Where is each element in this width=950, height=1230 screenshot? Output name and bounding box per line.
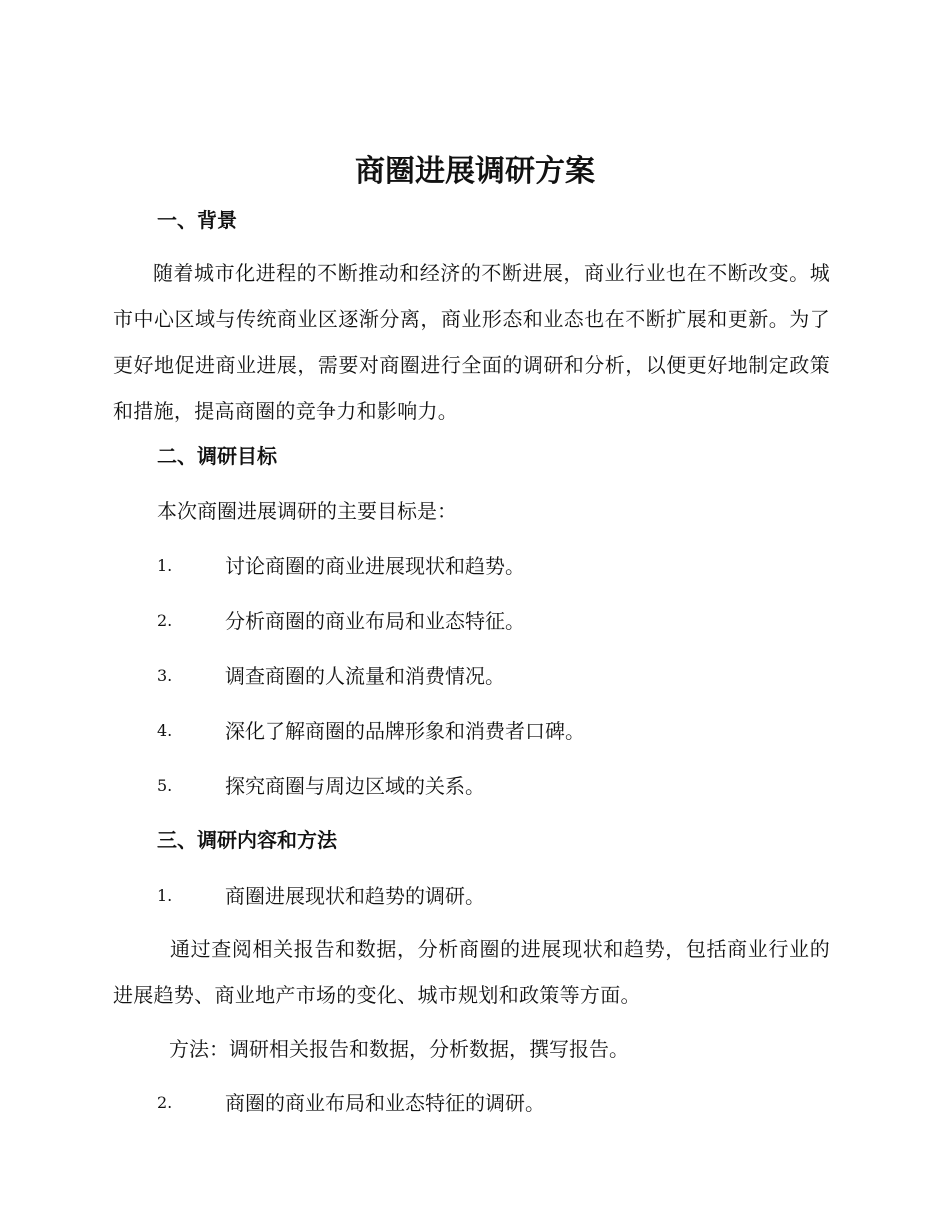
list-text: 探究商圈与周边区域的关系。 [225, 774, 485, 798]
list-text: 商圈的商业布局和业态特征的调研。 [225, 1091, 545, 1115]
goals-intro: 本次商圈进展调研的主要目标是： [157, 499, 457, 523]
document-title: 商圈进展调研方案 [355, 154, 595, 189]
list-number: 1. [157, 556, 173, 575]
list-number: 2. [157, 1093, 173, 1112]
list-number: 1. [157, 886, 173, 905]
list-text: 分析商圈的商业布局和业态特征。 [225, 609, 525, 633]
list-number: 3. [157, 666, 173, 685]
list-number: 4. [157, 721, 173, 740]
list-text: 讨论商圈的商业进展现状和趋势。 [225, 554, 525, 578]
list-text: 商圈进展现状和趋势的调研。 [225, 884, 485, 908]
list-number: 5. [157, 776, 173, 795]
list-text: 调查商圈的人流量和消费情况。 [225, 664, 505, 688]
methods-paragraph: 通过查阅相关报告和数据，分析商圈的进展现状和趋势，包括商业行业的进展趋势、商业地产市场的变化、城市规划和政策等方面。 [113, 937, 830, 1007]
section-heading-background: 一、背景 [157, 208, 237, 232]
section-heading-methods: 三、调研内容和方法 [157, 828, 337, 852]
list-text: 深化了解商圈的品牌形象和消费者口碑。 [225, 719, 585, 743]
background-paragraph: 随着城市化进程的不断推动和经济的不断进展，商业行业也在不断改变。城市中心区域与传统商业区逐渐分离，商业形态和业态也在不断扩展和更新。为了更好地促进商业进展，需要对商圈进行全面的调研和分析，以便更好地制定政策和措施，提高商圈的竞争力和影响力。 [113, 261, 830, 423]
section-heading-goals: 二、调研目标 [157, 444, 277, 468]
method-line: 方法：调研相关报告和数据，分析数据，撰写报告。 [169, 1037, 629, 1061]
list-number: 2. [157, 611, 173, 630]
